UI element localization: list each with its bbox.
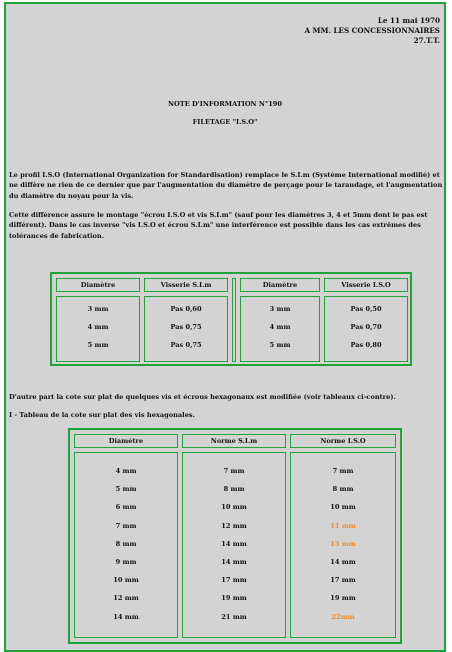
table-cell: 7 mm — [332, 467, 354, 475]
letter-reference: 27.T.T. — [413, 36, 440, 45]
table-cell: 8 mm — [115, 539, 137, 548]
hex-table-header-iso: Norme I.S.O — [290, 434, 396, 448]
table-cell: 19 mm — [221, 594, 247, 603]
paragraph-hex-note: D'autre part la cote sur plat de quelques vis et écrous hexagonaux est modifiée (voir tableaux ci-contre). — [9, 393, 396, 401]
table-cell: Pas 0,70 — [350, 323, 382, 331]
table-cell: 21 mm — [221, 612, 247, 621]
table-cell: 14 mm — [330, 558, 356, 566]
paragraph-iso-profile: Le profil I.S.O (International Organization for Standardisation) remplace le S.I.m (Système International modifié) et ne diffère ne rien de ce dernier que par l'augmentation du diamètre de perçage pour le taraudage, et l'augmentation du diamètre du noyau pour la vis. — [9, 171, 443, 200]
table-cell: 11 mm — [330, 521, 356, 530]
letter-header — [304, 16, 440, 46]
table-cell: 14 mm — [113, 612, 139, 621]
table-cell: 6 mm — [115, 503, 137, 512]
hex-table-col-sim — [182, 452, 286, 638]
pitch-table-header-diametre-right: Diamètre — [240, 278, 320, 292]
pitch-table-divider — [232, 278, 236, 362]
table-cell: 4 mm — [87, 323, 109, 331]
table-cell: 8 mm — [332, 485, 354, 494]
table-cell: Pas 0,75 — [170, 341, 202, 349]
table-cell: 5 mm — [87, 341, 109, 349]
table-cell: 5 mm — [269, 341, 291, 349]
table-cell: Pas 0,80 — [350, 341, 382, 349]
pitch-table-header-diametre-left: Diamètre — [56, 278, 140, 292]
table-cell: 10 mm — [113, 576, 139, 585]
pitch-table — [50, 272, 412, 366]
table-cell: 22mm — [331, 612, 355, 621]
table-cell: 19 mm — [330, 594, 356, 603]
table-cell: 5 mm — [115, 485, 137, 494]
hex-flat-table — [68, 428, 402, 644]
table-cell: 3 mm — [269, 305, 291, 313]
document-page — [4, 2, 446, 652]
table-cell: 7 mm — [223, 467, 245, 475]
hex-table-header-sim: Norme S.I.m — [182, 434, 286, 448]
table-cell: 9 mm — [115, 558, 137, 566]
table-cell: 4 mm — [269, 323, 291, 331]
hex-table-col-iso — [290, 452, 396, 638]
table-cell: 12 mm — [113, 594, 139, 603]
pitch-table-header-sim: Visserie S.I.m — [144, 278, 228, 292]
table-cell: 13 mm — [330, 539, 356, 548]
hex-table-col-diametre — [74, 452, 178, 638]
table-cell: 8 mm — [223, 485, 245, 494]
table-cell: 14 mm — [221, 558, 247, 566]
pitch-table-header-iso: Visserie I.S.O — [324, 278, 408, 292]
table-cell: 12 mm — [221, 521, 247, 530]
hex-table-header-diametre: Diamètre — [74, 434, 178, 448]
letter-date: Le 11 mai 1970 — [377, 16, 440, 25]
letter-recipient: A MM. LES CONCESSIONNAIRES — [304, 26, 440, 35]
table-cell: 17 mm — [330, 576, 356, 585]
table-cell: 7 mm — [115, 521, 137, 530]
pitch-table-col-iso — [324, 296, 408, 362]
pitch-table-col-sim — [144, 296, 228, 362]
note-title: NOTE D'INFORMATION N°190 — [168, 100, 282, 108]
pitch-table-col-diametre-left — [56, 296, 140, 362]
table-cell: 4 mm — [115, 467, 137, 475]
section-heading-hex-table: I - Tableau de la cote sur plat des vis hexagonales. — [9, 411, 195, 419]
note-subtitle: FILETAGE "I.S.O" — [192, 118, 258, 126]
table-cell: 10 mm — [221, 503, 247, 512]
pitch-table-col-diametre-right — [240, 296, 320, 362]
table-cell: 14 mm — [221, 539, 247, 548]
table-cell: 17 mm — [221, 576, 247, 585]
table-cell: Pas 0,50 — [350, 305, 382, 313]
table-cell: Pas 0,60 — [170, 305, 202, 313]
table-cell: 3 mm — [87, 305, 109, 313]
paragraph-mounting: Cette différence assure le montage "écrou I.S.O et vis S.I.m" (sauf pour les diamètres 3, 4 et 5mm dont le pas est différent). Dans le cas inverse "vis I.S.O et écrou S.I.m" une interférence est possible dans les cas extrêmes des tolérances de fabrication. — [9, 211, 428, 240]
table-cell: 10 mm — [330, 503, 356, 512]
table-cell: Pas 0,75 — [170, 323, 202, 331]
